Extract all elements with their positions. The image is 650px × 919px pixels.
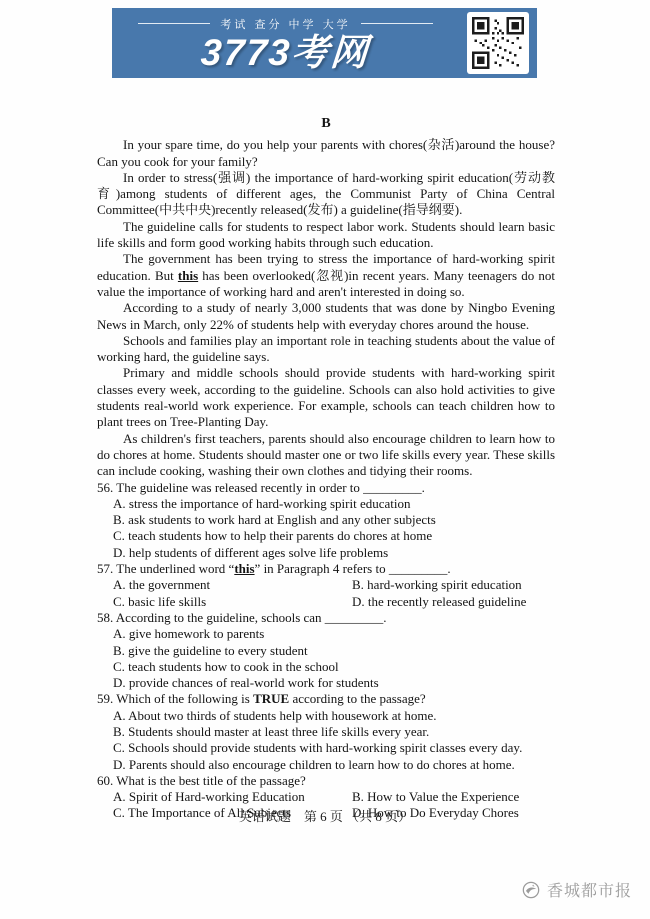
passage-paragraph-1: In your spare time, do you help your parents with chores(杂活)around the house? Can you cook for your family?	[97, 137, 555, 169]
question-stem: 56. The guideline was released recently in order to _________.	[97, 479, 425, 495]
question-option: D. the recently released guideline	[352, 593, 527, 609]
question-option: D. provide chances of real-world work for students	[113, 675, 379, 691]
question-option: C. basic life skills	[113, 593, 207, 609]
question-option: A. Spirit of Hard-working Education	[113, 789, 305, 805]
question-option: A. stress the importance of hard-working spirit education	[113, 495, 411, 511]
question-58	[97, 610, 555, 691]
passage-paragraph-2: In order to stress(强调) the importance of hard-working spirit education(劳动教育)among students of different ages, the Communist Party of China Central Committee(中共中央)recently released(发布) a guideline(指导纲要).	[97, 169, 555, 218]
question-stem	[97, 691, 555, 707]
question-option: A. give homework to parents	[113, 626, 265, 642]
question-option: C. Schools should provide students with hard-working spirit classes every day.	[113, 740, 523, 756]
site-logo: 3773考网	[199, 31, 372, 73]
page-number: 英语试题 第 6 页 （共 8 页）	[238, 809, 412, 824]
passage-paragraph-8: As children's first teachers, parents should also encourage children to learn how to do chores at home. Students should master one or two life skills every year. These skills can include cooking, washing their own clothes and tidying their rooms.	[97, 430, 555, 479]
paragraph-text: has been overlooked(忽视)in recent years. Many teenagers do not value the importance of working hard and aren't interested in doing so.	[97, 267, 555, 299]
stem-text: 59. Which of the following is	[97, 691, 254, 707]
question-option: B. give the guideline to every student	[113, 642, 308, 658]
brand-bird-icon	[521, 880, 541, 900]
watermark-brand	[521, 878, 632, 901]
question-stem: 60. What is the best title of the passage?	[97, 772, 306, 788]
question-option: C. The Importance of All Subjects	[113, 805, 292, 821]
question-option: B. ask students to work hard at English and any other subjects	[113, 512, 436, 528]
page-footer	[0, 806, 650, 825]
question-option-row	[97, 594, 555, 610]
emphasized-word: TRUE	[253, 691, 290, 707]
question-option: A. About two thirds of students help with housework at home.	[113, 707, 437, 723]
section-label: B	[321, 116, 331, 131]
question-stem: 58. According to the guideline, schools can _________.	[97, 609, 387, 625]
tagline-text: 考试 查分 中学 大学	[220, 18, 351, 31]
question-stem	[97, 561, 555, 577]
question-option: D. Parents should also encourage children to learn how to do chores at home.	[113, 756, 515, 772]
qr-code-icon	[472, 17, 524, 69]
passage-paragraph-3: The guideline calls for students to respect labor work. Students should learn basic life skills and form good working habits through such education.	[97, 218, 555, 251]
site-banner	[112, 8, 537, 78]
tagline-rule-right	[361, 23, 433, 24]
question-option: B. How to Value the Experience	[352, 789, 520, 805]
paragraph-text: The government has been trying to stress the importance of hard-working spirit education. But	[97, 251, 555, 283]
question-option: C. teach students how to cook in the school	[113, 658, 339, 674]
question-option: D. How to Do Everyday Chores	[352, 805, 519, 821]
underlined-word: this	[234, 561, 255, 577]
qr-code	[467, 12, 529, 74]
banner-logo-area	[112, 8, 459, 78]
question-option: A. the government	[113, 577, 211, 593]
question-56	[97, 480, 555, 561]
question-option-row	[97, 577, 555, 593]
question-option: C. teach students how to help their parents do chores at home	[113, 528, 433, 544]
stem-text: 57. The underlined word “	[97, 561, 235, 577]
question-option: B. Students should master at least three life skills every year.	[113, 723, 430, 739]
question-57	[97, 561, 555, 610]
question-option-row	[97, 789, 555, 805]
passage-paragraph-6: Schools and families play an important role in teaching students about the value of working hard, the guideline says.	[97, 332, 555, 365]
brand-name: 香城都市报	[546, 883, 632, 900]
tagline-rule-left	[138, 23, 210, 24]
underlined-word: this	[177, 267, 199, 283]
question-option: B. hard-working spirit education	[352, 577, 522, 593]
passage-paragraph-5: According to a study of nearly 3,000 students that was done by Ningbo Evening News in March, only 22% of students help with everyday chores around the house.	[97, 300, 555, 332]
stem-text: according to the passage?	[289, 691, 426, 707]
stem-text: ” in Paragraph 4 refers to _________.	[254, 561, 451, 577]
question-option: D. help students of different ages solve life problems	[113, 544, 389, 560]
passage-paragraph-4	[97, 251, 555, 300]
passage-content	[97, 116, 555, 822]
question-59	[97, 691, 555, 772]
qr-code-area	[459, 8, 537, 78]
passage-paragraph-7: Primary and middle schools should provide students with hard-working spirit classes every week, according to the guideline. Schools can also hold activities to give students real-world work experience. For example, schools can teach children how to plant trees on Tree-Planting Day.	[97, 365, 555, 430]
banner-tagline	[138, 16, 432, 32]
